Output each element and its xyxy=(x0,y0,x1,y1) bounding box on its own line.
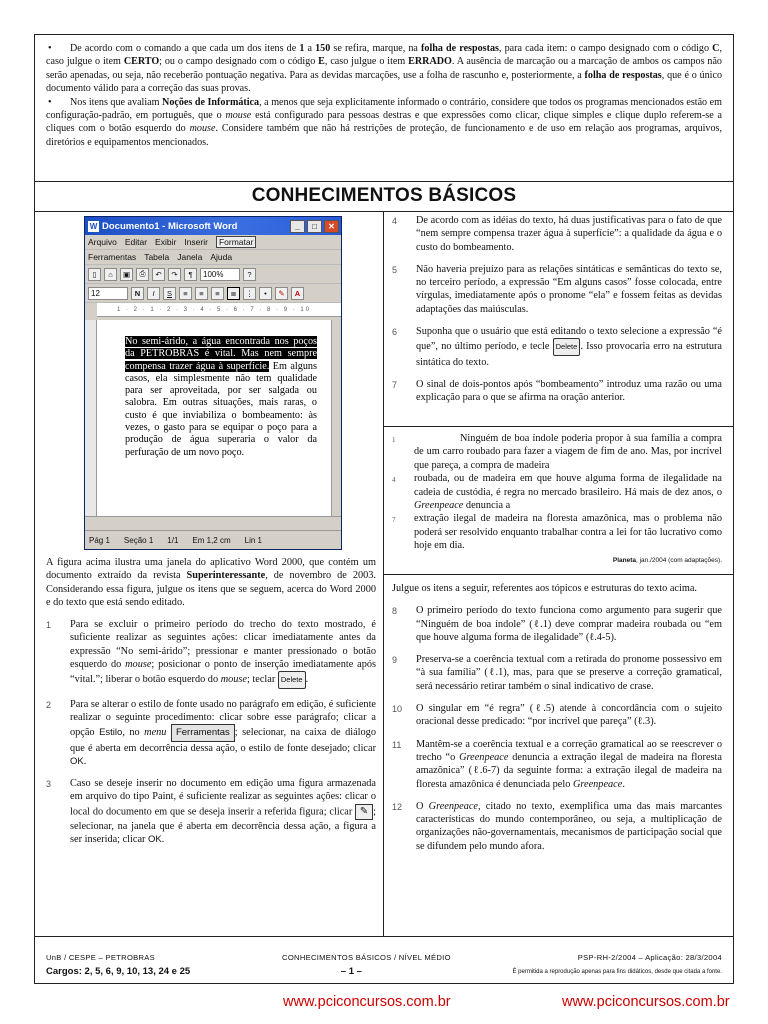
passage-text: Ninguém de boa índole poderia propor à sua família a compra de um carro roubado para fazer a viagem de fim de ano. Mas, por incrível que pareça, a compra de madeira xyxy=(414,433,722,471)
item-text: O singular em “é regra” (ℓ.5) atende à concordância com o sujeito oracional desse predicado: “por incrível que pareça” (ℓ.3). xyxy=(416,703,722,728)
item-3 xyxy=(46,777,376,846)
left-column xyxy=(46,556,376,846)
menu-editar[interactable]: Editar xyxy=(124,237,148,247)
menu-tabela[interactable]: Tabela xyxy=(144,252,170,262)
standard-toolbar xyxy=(85,265,341,284)
item-number: 7 xyxy=(392,379,398,390)
divider-passage-bottom xyxy=(383,574,734,575)
status-section: Seção 1 xyxy=(123,536,154,545)
item-text: Para se alterar o estilo de fonte usado no parágrafo em edição, é suficiente realizar o seguinte procedimento: clicar sobre esse parágrafo; clicar a opção Estilo, no menu Ferramentas ; selecionar, na caixa de diálogo que é aberta em decorrência dessa ação, o estilo de fonte desejado; clicar OK. xyxy=(70,698,376,767)
open-folder-icon[interactable]: ⌂ xyxy=(104,268,117,281)
item-6 xyxy=(392,325,722,369)
line-number: 4 xyxy=(392,476,396,485)
divider-top xyxy=(34,181,734,182)
item-1 xyxy=(46,618,376,688)
save-icon[interactable]: ▣ xyxy=(120,268,133,281)
minimize-icon[interactable]: _ xyxy=(290,220,305,233)
watermark-link-center[interactable]: www.pciconcursos.com.br xyxy=(283,994,451,1010)
item-text: Suponha que o usuário que está editando o texto selecione a expressão “é que”, no último período, e tecle Delete . Isso provocaria erro na estrutura sintática do texto. xyxy=(416,326,722,368)
word-app-icon: W xyxy=(89,221,98,231)
item-number: 4 xyxy=(392,216,398,226)
passage-source: Planeta, jan./2004 (com adaptações). xyxy=(612,556,722,564)
footer-row-2 xyxy=(46,966,722,977)
footer-row-1 xyxy=(46,953,722,962)
right-column-top xyxy=(392,214,722,405)
help-icon[interactable]: ? xyxy=(243,268,256,281)
page-footer xyxy=(46,953,722,977)
item-2 xyxy=(46,698,376,768)
instruction-1: • De acordo com o comando a que cada um dos itens de 1 a 150 se refira, marque, na folha de respostas, para cada item: o campo designado com o código C, caso julgue o item CERTO; ou o campo designado com o código E, caso julgue o item ERRADO. A ausência de marcação ou a marcação de ambos os campos não serão apenadas, ou seja, não receberão pontuação negativa. Para as devidas marcações, use a folha de rascunho e, posteriormente, a folha de respostas, que é o único documento válido para a correção das suas provas. xyxy=(46,43,722,95)
instructions xyxy=(46,42,722,149)
figure-caption: A figura acima ilustra uma janela do aplicativo Word 2000, que contém um documento extraído da revista Superinteressante, de novembro de 2003. Considerando essa figura, julgue os itens que se seguem, acerca do Word 2000 e do texto que está sendo editado. xyxy=(46,557,377,608)
footer-cargos: Cargos: 2, 5, 6, 9, 10, 13, 24 e 25 xyxy=(46,966,191,977)
word-menubar xyxy=(85,235,341,250)
word-menubar-2 xyxy=(85,250,341,265)
item-text: Não haveria prejuízo para as relações sintáticas e semânticas do texto se, no terceiro período, a expressão “Em alguns casos” fosse colocada, entre vírgulas, imediatamente após o pronome “ela” e fossem feitas as devidas adaptações das maiúsculas. xyxy=(416,263,722,315)
vertical-ruler xyxy=(85,320,97,516)
status-pages: 1/1 xyxy=(167,536,179,545)
zoom-combo[interactable]: 100% xyxy=(200,268,240,281)
horizontal-scrollbar[interactable] xyxy=(85,516,342,530)
item-number: 12 xyxy=(392,801,403,812)
font-size-combo[interactable]: 12 xyxy=(88,287,128,300)
item-text: O sinal de dois-pontos após “bombeamento” introduz uma razão ou uma explicação para o que se afirma na oração anterior. xyxy=(416,378,722,404)
numbered-list-icon[interactable]: ⋮ xyxy=(243,287,256,300)
document-area[interactable] xyxy=(85,320,342,516)
highlight-icon[interactable]: ✎ xyxy=(275,287,288,300)
footer-section: CONHECIMENTOS BÁSICOS / NÍVEL MÉDIO xyxy=(282,953,451,962)
vertical-scrollbar[interactable] xyxy=(331,320,342,516)
passage-lines-1 xyxy=(392,432,722,472)
section-title: CONHECIMENTOS BÁSICOS xyxy=(251,185,517,206)
item-7 xyxy=(392,378,722,405)
word-title: Documento1 - Microsoft Word xyxy=(102,220,238,232)
ferramentas-menu-icon: Ferramentas xyxy=(171,724,235,741)
close-icon[interactable]: ✕ xyxy=(324,220,339,233)
passage-lines-4 xyxy=(392,472,722,512)
delete-key-icon: Delete xyxy=(553,338,581,355)
document-text[interactable] xyxy=(125,336,317,459)
item-number: 5 xyxy=(392,264,398,275)
item-4 xyxy=(392,214,722,254)
menu-ajuda[interactable]: Ajuda xyxy=(210,252,233,262)
menu-formatar[interactable]: Formatar xyxy=(216,236,256,248)
formatting-toolbar xyxy=(85,284,341,303)
item-number: 3 xyxy=(46,779,52,790)
insert-picture-icon: ✎ xyxy=(355,804,373,820)
item-text: Preserva-se a coerência textual com a retirada do pronome possessivo em “à sua família” (ℓ.1), mas, para que se preserve a correção gramatical, será necessário retirar também o sinal indicativo de crase. xyxy=(416,654,722,692)
item-number: 11 xyxy=(392,739,402,750)
pilcrow-icon[interactable]: ¶ xyxy=(184,268,197,281)
status-line: Lin 1 xyxy=(244,536,262,545)
line-number: 1 xyxy=(392,436,396,444)
bold-button[interactable]: N xyxy=(131,287,144,300)
maximize-icon[interactable]: □ xyxy=(307,220,322,233)
align-right-icon[interactable]: ≡ xyxy=(211,287,224,300)
item-text: De acordo com as idéias do texto, há duas justificativas para o fato de que “nem sempre compensa trazer água à superfície”: a qualidade da água e o custo do bombeamento. xyxy=(416,215,722,253)
passage-text: roubada, ou de madeira em que houve alguma forma de ilegalidade na cadeia de custódia, é regra no mercado brasileiro. Há mais de dez anos, o Greenpeace denuncia a xyxy=(414,473,722,512)
footer-org: UnB / CESPE – PETROBRAS xyxy=(46,953,156,962)
horizontal-ruler: 1 · 2 · 1 · 2 · 3 · 4 · 5 · 6 · 7 · 8 · 9 · 10 xyxy=(97,303,341,317)
underline-button[interactable]: S xyxy=(163,287,176,300)
align-left-icon[interactable]: ≡ xyxy=(179,287,192,300)
item-number: 1 xyxy=(46,620,52,631)
item-number: 8 xyxy=(392,606,398,617)
bullet-list-icon[interactable]: • xyxy=(259,287,272,300)
font-color-icon[interactable]: A xyxy=(291,287,304,300)
right-column-bottom xyxy=(392,582,722,853)
item-text: Mantêm-se a coerência textual e a correção gramatical ao se reescrever o trecho “o Greenpeace denuncia a extração ilegal de madeira na floresta amazônica” (ℓ.6-7) da seguinte forma: a extração ilegal de madeira na floresta amazônica é denunciada pelo Greenpeace. xyxy=(416,738,722,790)
document-text-rest[interactable]: Em alguns casos, ela simplesmente não tem qualidade para ser aproveitada, por ser salgada ou salobra. Em outras situações, mais raras, o custo é que inviabiliza o bombeamento: às vezes, o gasto para se equipar o poço para a produção de água superaria o valor da perfuração de um novo poço. xyxy=(125,360,317,458)
passage-lines-7 xyxy=(392,512,722,552)
item-text: O Greenpeace, citado no texto, exemplifica uma das mais marcantes características do mundo contemporâneo, ou seja, a multiplicação de organizações não-governamentais, mecanismos de participação social que se difundem pelo mundo afora. xyxy=(416,800,722,852)
status-position: Em 1,2 cm xyxy=(192,536,231,545)
divider-title xyxy=(34,211,734,212)
item-9 xyxy=(392,653,722,693)
item-number: 9 xyxy=(392,655,398,666)
print-icon[interactable]: ⎙ xyxy=(136,268,149,281)
right-intro: Julgue os itens a seguir, referentes aos tópicos e estruturas do texto acima. xyxy=(392,583,697,594)
word-statusbar xyxy=(85,530,342,550)
menu-ferramentas[interactable]: Ferramentas xyxy=(88,252,137,262)
line-number: 7 xyxy=(392,516,396,525)
redo-icon[interactable]: ↷ xyxy=(168,268,181,281)
menu-exibir[interactable]: Exibir xyxy=(155,237,177,247)
new-document-icon[interactable]: ▯ xyxy=(88,268,101,281)
undo-icon[interactable]: ↶ xyxy=(152,268,165,281)
divider-passage-top xyxy=(383,426,734,427)
footer-page-number: – 1 – xyxy=(340,966,362,977)
passage-text: extração ilegal de madeira na floresta amazônica, mas o problema não poderá ser resolvido enquanto trabalhar contra a lei for tão lucrativo como hoje em dia. xyxy=(414,513,722,552)
item-text: O primeiro período do texto funciona como argumento para sugerir que “Ninguém de boa índole” (ℓ.1) deve comprar madeira roubada ou “em que houve alguma forma de ilegalidade” (ℓ.4-5). xyxy=(416,605,722,643)
item-11 xyxy=(392,738,722,791)
item-10 xyxy=(392,702,722,729)
footer-note: É permitida a reprodução apenas para fins didáticos, desde que citada a fonte. xyxy=(512,968,722,975)
selected-text[interactable]: No semi-árido, a água encontrada nos poços da PETROBRAS é vital. Mas nem sempre compensa trazer água à superfície. xyxy=(125,336,317,372)
instruction-2: • Nos itens que avaliam Noções de Informática, a menos que seja explicitamente informado o contrário, considere que todos os programas mencionados estão em configuração-padrão, em português, que o mouse está configurado para pessoas destras e que expressões como clicar, clique simples e clique duplo referem-se a cliques com o botão esquerdo do mouse. Considere também que não há restrições de proteção, de funcionamento e de uso em relação aos programas, arquivos, diretórios e equipamentos mencionados. xyxy=(46,96,722,148)
item-5 xyxy=(392,263,722,316)
item-12 xyxy=(392,800,722,853)
menu-janela[interactable]: Janela xyxy=(177,252,203,262)
item-text: Para se excluir o primeiro período do trecho do texto mostrado, é suficiente realizar as seguintes ações: clicar imediatamente antes da expressão “No semi-árido”; pressionar e manter pressionado o botão esquerdo do mouse; posicionar o ponto de inserção imediatamente após “vital.”; liberar o botão esquerdo do mouse; teclar Delete . xyxy=(70,618,376,688)
menu-inserir[interactable]: Inserir xyxy=(184,237,208,247)
word-titlebar xyxy=(85,217,341,235)
align-center-icon[interactable]: ≡ xyxy=(195,287,208,300)
item-number: 6 xyxy=(392,327,398,338)
status-page: Pág 1 xyxy=(89,536,110,545)
item-8 xyxy=(392,604,722,644)
word-window-figure xyxy=(84,216,342,550)
italic-button[interactable]: I xyxy=(147,287,160,300)
watermark-link-right[interactable]: www.pciconcursos.com.br xyxy=(562,994,730,1010)
reading-passage xyxy=(392,432,722,567)
footer-code: PSP-RH-2/2004 – Aplicação: 28/3/2004 xyxy=(577,953,722,962)
justify-icon[interactable]: ≣ xyxy=(227,287,240,300)
item-text: Caso se deseje inserir no documento em edição uma figura armazenada em arquivo do tipo Paint, é suficiente realizar as seguintes ações: clicar o local do documento em que se deseja inserir a referida figura; clicar ✎ ; selecionar, na janela que é aberta em decorrência dessa ação, a figura a ser inserida; clicar OK. xyxy=(70,778,376,846)
menu-arquivo[interactable]: Arquivo xyxy=(88,237,117,247)
delete-key-icon: Delete xyxy=(278,671,306,688)
item-number: 2 xyxy=(46,699,52,710)
item-number: 10 xyxy=(392,704,403,715)
divider-footer xyxy=(34,936,734,937)
